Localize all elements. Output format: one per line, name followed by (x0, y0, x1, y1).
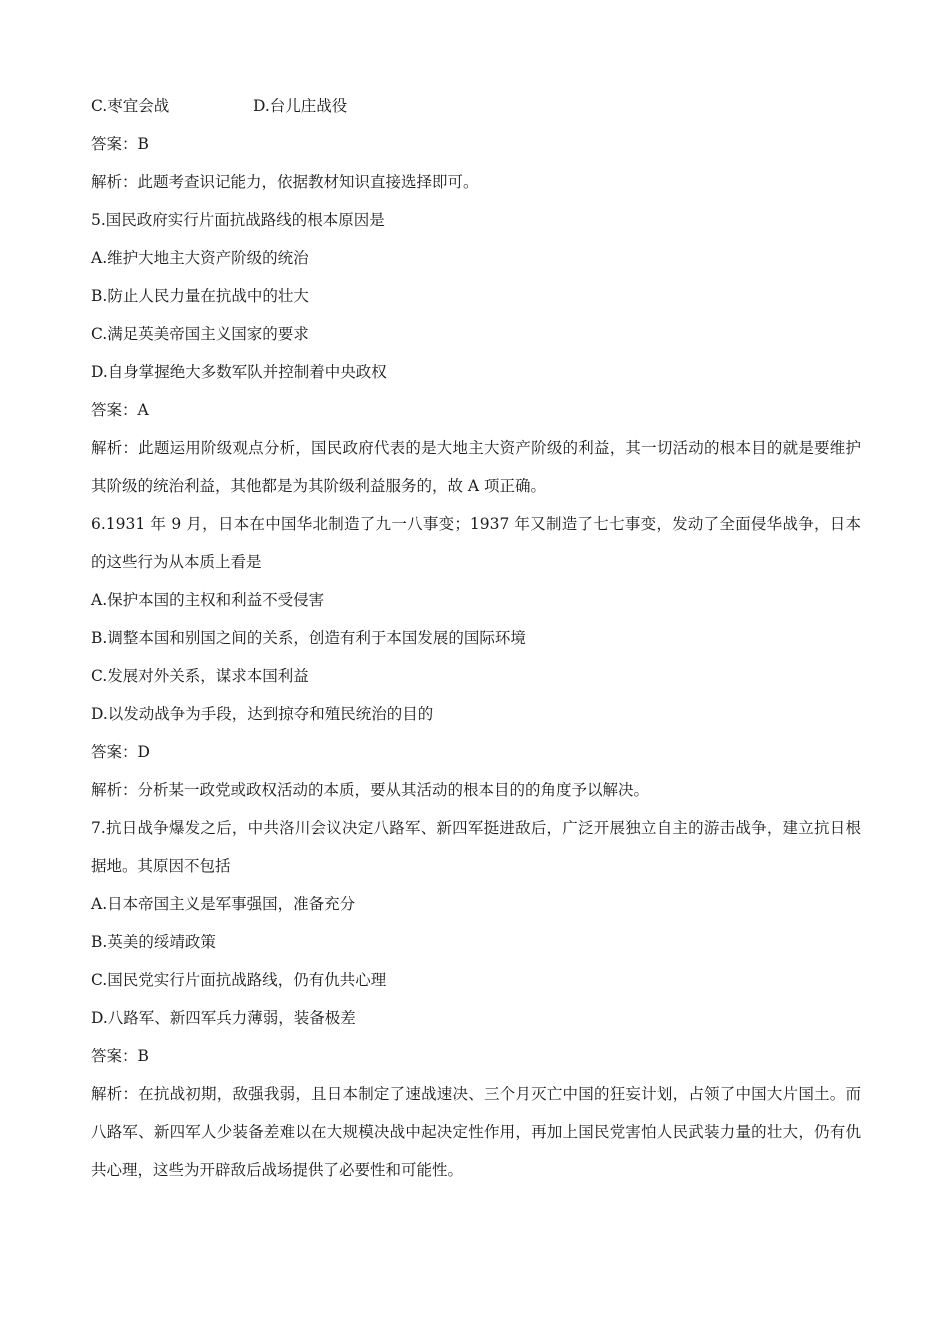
q7-stem: 7.抗日战争爆发之后，中共洛川会议决定八路军、新四军挺进敌后，广泛开展独立自主的游击战争，建立抗日根据地。其原因不包括 (91, 819, 861, 875)
q7-option-a: A.日本帝国主义是军事强国，准备充分 (91, 895, 356, 913)
q5-analysis: 解析：此题运用阶级观点分析，国民政府代表的是大地主大资产阶级的利益，其一切活动的根本目的就是要维护其阶级的统治利益，其他都是为其阶级利益服务的，故 A 项正确。 (91, 439, 861, 495)
q4-analysis: 解析：此题考查识记能力，依据教材知识直接选择即可。 (91, 173, 479, 191)
q6-option-d: D.以发动战争为手段，达到掠夺和殖民统治的目的 (91, 705, 434, 723)
document-page (91, 96, 861, 1198)
q5-answer: 答案：A (91, 401, 149, 419)
q7-option-d: D.八路军、新四军兵力薄弱，装备极差 (91, 1009, 356, 1027)
q6-stem: 6.1931 年 9 月，日本在中国华北制造了九一八事变；1937 年又制造了七七事变，发动了全面侵华战争，日本的这些行为从本质上看是 (91, 515, 861, 571)
q4-answer: 答案：B (91, 135, 149, 153)
q4-options-row (91, 96, 861, 116)
q5-option-a: A.维护大地主大资产阶级的统治 (91, 249, 309, 267)
q7-option-b: B.英美的绥靖政策 (91, 933, 216, 951)
q6-option-a: A.保护本国的主权和利益不受侵害 (91, 591, 325, 609)
q5-option-d: D.自身掌握绝大多数军队并控制着中央政权 (91, 363, 387, 381)
q7-analysis: 解析：在抗战初期，敌强我弱，且日本制定了速战速决、三个月灭亡中国的狂妄计划，占领了中国大片国土。而八路军、新四军人少装备差难以在大规模决战中起决定性作用，再加上国民党害怕人民武装力量的壮大，仍有仇共心理，这些为开辟敌后战场提供了必要性和可能性。 (91, 1085, 861, 1179)
q7-answer: 答案：B (91, 1047, 149, 1065)
q5-option-b: B.防止人民力量在抗战中的壮大 (91, 287, 309, 305)
q4-option-c: C.枣宜会战 (91, 97, 170, 115)
q5-option-c: C.满足英美帝国主义国家的要求 (91, 325, 309, 343)
q5-stem: 5.国民政府实行片面抗战路线的根本原因是 (91, 211, 385, 229)
q6-analysis: 解析：分析某一政党或政权活动的本质，要从其活动的根本目的的角度予以解决。 (91, 781, 650, 799)
q6-option-c: C.发展对外关系，谋求本国利益 (91, 667, 309, 685)
q6-answer: 答案：D (91, 743, 150, 761)
q6-option-b: B.调整本国和别国之间的关系，创造有利于本国发展的国际环境 (91, 629, 526, 647)
q7-option-c: C.国民党实行片面抗战路线，仍有仇共心理 (91, 971, 387, 989)
q4-option-d: D.台儿庄战役 (253, 97, 348, 115)
